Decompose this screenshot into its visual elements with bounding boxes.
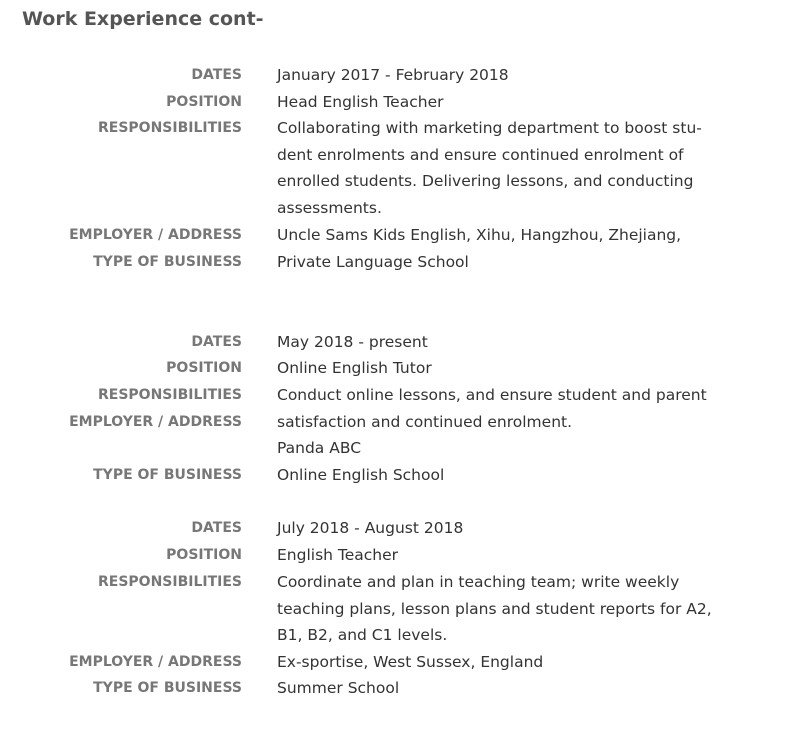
job-2-responsibilities [277, 382, 717, 435]
job-1-employer: Uncle Sams Kids English, Xihu, Hangzhou, Zhejiang, [277, 226, 682, 244]
responsibilities-label: RESPONSIBILITIES [97, 574, 242, 590]
job-1-responsibilities-line: dent enrolments and ensure continued enrolment of [277, 145, 684, 164]
job-3-dates: July 2018 - August 2018 [277, 519, 464, 537]
responsibilities-label: RESPONSIBILITIES [97, 387, 242, 403]
position-label: POSITION [166, 94, 242, 110]
job-1-responsibilities [277, 115, 717, 222]
business-label: TYPE OF BUSINESS [93, 467, 242, 483]
job-2-employer: Panda ABC [277, 439, 362, 457]
job-2-dates: May 2018 - present [277, 333, 428, 351]
job-3-position: English Teacher [277, 546, 399, 564]
job-3-responsibilities-line: Coordinate and plan in teaching team; write weekly [277, 573, 680, 591]
job-1-responsibilities-line: Collaborating with marketing department to boost stu- [277, 119, 702, 137]
position-label: POSITION [166, 547, 242, 563]
business-label: TYPE OF BUSINESS [93, 254, 242, 270]
job-1-dates: January 2017 - February 2018 [277, 66, 509, 84]
job-1-business: Private Language School [277, 253, 469, 271]
employer-label: EMPLOYER / ADDRESS [69, 654, 242, 670]
position-label: POSITION [166, 360, 242, 376]
dates-label: DATES [191, 334, 242, 350]
job-3-responsibilities-line: B1, B2, and C1 levels. [277, 626, 448, 645]
job-3-responsibilities [277, 569, 717, 649]
dates-label: DATES [191, 520, 242, 536]
job-3-business: Summer School [277, 679, 400, 697]
job-2-business: Online English School [277, 466, 445, 484]
responsibilities-label: RESPONSIBILITIES [97, 120, 242, 136]
job-2-position: Online English Tutor [277, 359, 432, 377]
job-1-responsibilities-line: assessments. [277, 199, 382, 218]
job-2-responsibilities-line: Conduct online lessons, and ensure student and parent [277, 386, 707, 404]
job-3-employer: Ex-sportise, West Sussex, England [277, 653, 544, 671]
employer-label: EMPLOYER / ADDRESS [69, 227, 242, 243]
dates-label: DATES [191, 67, 242, 83]
job-3-responsibilities-line: teaching plans, lesson plans and student reports for A2, [277, 599, 712, 618]
job-2-responsibilities-line: satisfaction and continued enrolment. [277, 412, 573, 431]
section-title: Work Experience cont- [22, 8, 264, 30]
business-label: TYPE OF BUSINESS [93, 680, 242, 696]
job-1-responsibilities-line: enrolled students. Delivering lessons, and conducting [277, 172, 694, 191]
employer-label: EMPLOYER / ADDRESS [69, 414, 242, 430]
job-1-position: Head English Teacher [277, 93, 444, 111]
